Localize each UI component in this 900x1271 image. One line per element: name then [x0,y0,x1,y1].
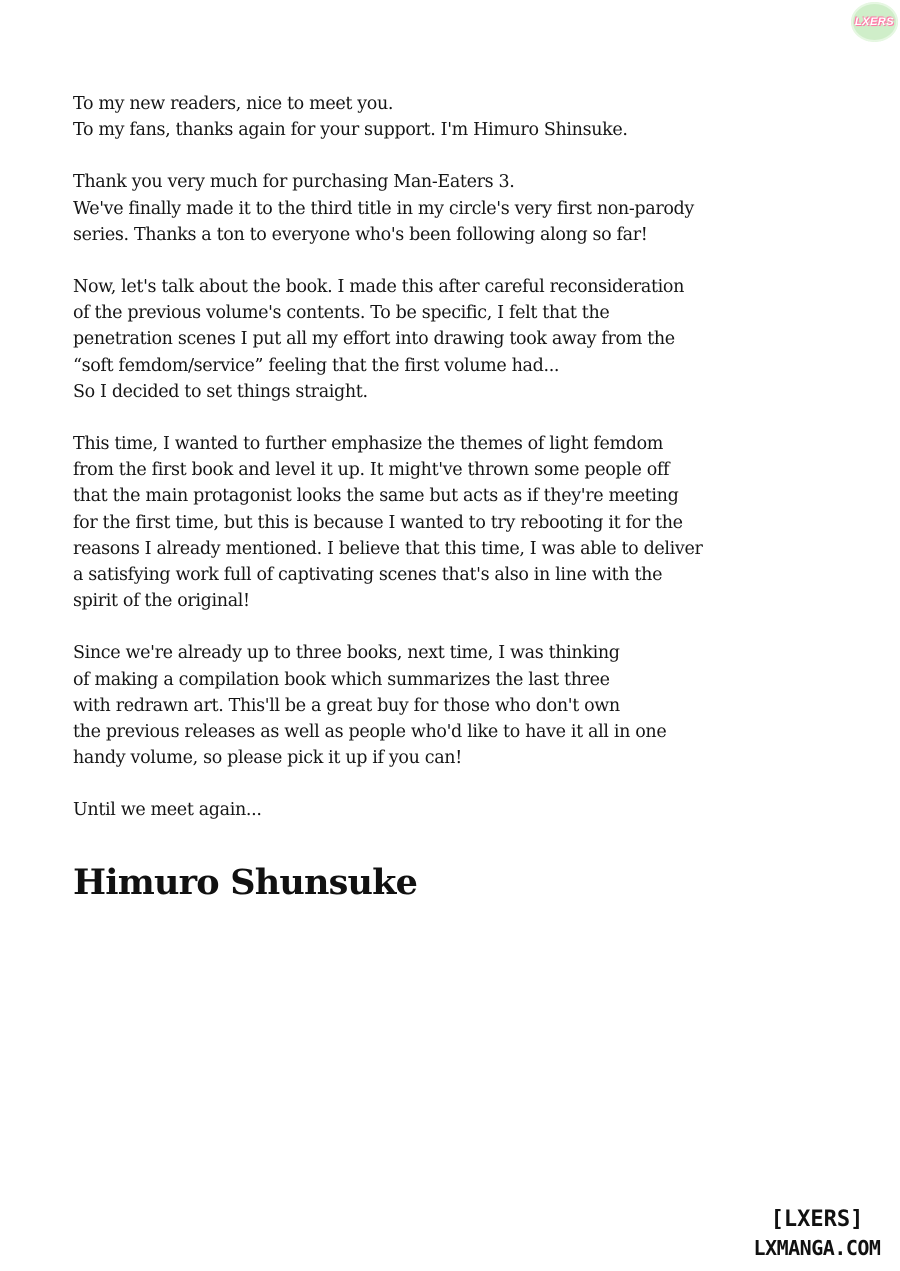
text-line: Since we're already up to three books, next time, I was thinking [73,643,620,664]
watermark-group-name: [LXERS] [770,1207,864,1232]
paragraph-about-book [73,274,763,405]
text-line: of making a compilation book which summarizes the last three [73,669,610,690]
watermark-site-url: LXMANGA.COM [753,1236,881,1260]
text-line: This time, I wanted to further emphasize the themes of light femdom [73,434,664,455]
text-line: Thank you very much for purchasing Man-Eaters 3. [73,172,515,193]
text-line: Until we meet again... [73,800,262,821]
lxers-logo-badge [851,2,898,42]
paragraph-next-time [73,640,763,771]
text-line: of the previous volume's contents. To be specific, I felt that the [73,303,610,324]
text-line: “soft femdom/service” feeling that the first volume had... [73,355,560,376]
paragraph-thanks [73,169,763,248]
text-line: from the first book and level it up. It might've thrown some people off [73,460,670,481]
text-line: penetration scenes I put all my effort into drawing took away from the [73,329,675,350]
text-line: We've finally made it to the third title in my circle's very first non-parody [73,198,694,219]
paragraph-closing [73,797,763,823]
text-line: spirit of the original! [73,591,250,612]
site-watermark [742,1206,892,1262]
paragraph-greeting [73,91,763,143]
text-line: with redrawn art. This'll be a great buy for those who don't own [73,695,620,716]
text-line: for the first time, but this is because I wanted to try rebooting it for the [73,512,683,533]
text-line: Now, let's talk about the book. I made this after careful reconsideration [73,277,685,298]
text-line: To my fans, thanks again for your support. I'm Himuro Shinsuke. [73,120,628,141]
text-line: handy volume, so please pick it up if you can! [73,748,462,769]
text-line: To my new readers, nice to meet you. [73,94,394,114]
author-signature: Himuro Shunsuke [73,862,418,903]
text-line: the previous releases as well as people who'd like to have it all in one [73,722,667,743]
text-line: So I decided to set things straight. [73,381,368,402]
text-line: a satisfying work full of captivating scenes that's also in line with the [73,565,663,586]
afterword-letter [73,91,763,850]
text-line: that the main protagonist looks the same but acts as if they're meeting [73,486,679,507]
lxers-logo-text: LXERS [854,16,895,28]
text-line: series. Thanks a ton to everyone who's been following along so far! [73,224,648,245]
paragraph-this-time [73,431,763,614]
text-line: reasons I already mentioned. I believe that this time, I was able to deliver [73,538,703,559]
